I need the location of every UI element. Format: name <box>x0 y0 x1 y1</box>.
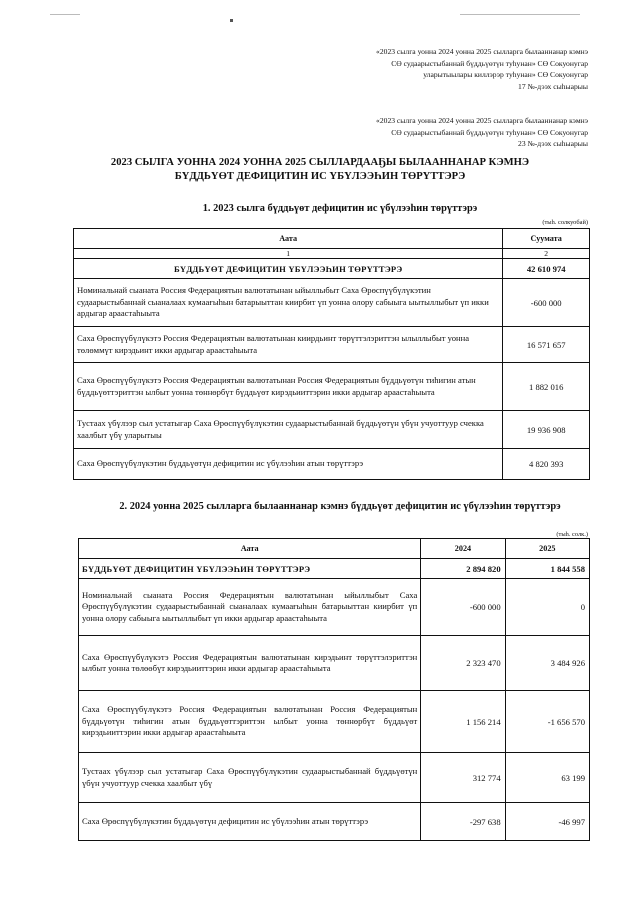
annex-line: СӨ судаарыстыбаннай бүддьүөтүн туһунан» СӨ Сокуонугар <box>391 58 588 68</box>
table-row <box>79 803 590 841</box>
title-line: 2023 СЫЛГА УОННА 2024 УОННА 2025 СЫЛЛАРДААҔЫ БЫЛААННАНАР КЭМНЭ <box>110 157 530 168</box>
row-name: Тустаах үбүлээр сыл устатыгар Саха Өрөспүүбүлүкэтин судаарыстыбаннай бүддьүөтүн үбүн учуоттуур счекка хаалбыт үбү <box>79 753 421 803</box>
annex-line: «2023 сылга уонна 2024 уонна 2025 сылларга былааннанар кэмнэ <box>376 116 588 125</box>
total-value-1: 2 894 820 <box>421 559 505 579</box>
table-row <box>74 363 590 411</box>
section-2-unit: (тыһ. солк.) <box>556 531 588 538</box>
row-value: 16 571 657 <box>503 327 590 363</box>
row-value: 19 936 908 <box>503 411 590 449</box>
table-row <box>74 327 590 363</box>
total-name: БҮДДЬҮӨТ ДЕФИЦИТИН ҮБҮЛЭЭҺИН ТӨРҮТТЭРЭ <box>74 259 503 279</box>
row-value-1: -600 000 <box>421 579 505 636</box>
row-name: Саха Өрөспүүбүлүкэтин бүддьүөтүн дефицитин ис үбүлээһин атын төрүттэрэ <box>74 449 503 480</box>
section-2-table <box>78 538 590 841</box>
row-value-2: 63 199 <box>505 753 589 803</box>
row-value-1: 2 323 470 <box>421 636 505 691</box>
row-value-2: 3 484 926 <box>505 636 589 691</box>
annex-line: 17 №-дээх сыһыарыы <box>518 81 588 91</box>
title-line: БҮДДЬҮӨТ ДЕФИЦИТИН ИС ҮБҮЛЭЭҺИН ТӨРҮТТЭРЭ <box>174 171 466 182</box>
row-name: Тустаах үбүлээр сыл устатыгар Саха Өрөспүүбүлүкэтин судаарыстыбаннай бүддьүөтүн үбүн учуоттуур счекка хаалбыт үбү уларытыы <box>74 411 503 449</box>
total-row <box>79 559 590 579</box>
row-name: Саха Өрөспүүбүлүкэтэ Россия Федерациятын валютатынан Россия Федерациятын бүддьүөтүн тиһигин атын бүддьүөттэриттэн ылбыт уонна төннөрбүт бүддьүөт кирэдьииттэрин икки ардыгар араастаһыыта <box>74 363 503 411</box>
row-name: Номинальнай сыаната Россия Федерациятын валютатынан ыйыллыбыт Саха Өрөспүүбүлүкэтин судаарыстыбаннай сыаналаах кумаағыһын батарыыттан киирбит үп уонна олору сабыыга ыытыллыбыт үп икки ардыгар араастаһыыта <box>74 279 503 327</box>
document-title <box>0 156 640 184</box>
annex-line: СӨ судаарыстыбаннай бүддьүөтүн туһунан» СӨ Сокуонугар <box>391 127 588 137</box>
row-name: Саха Өрөспүүбүлүкэтэ Россия Федерациятын валютатынан Россия Федерациятын бүддьүөтүн тиһигин атын бүддьүөттэриттэн ылбыт уонна төннөрбүт бүддьүөт кирэдьииттэрин икки ардыгар араастаһыыта <box>79 691 421 753</box>
row-value: 1 882 016 <box>503 363 590 411</box>
annex-line: «2023 сылга уонна 2024 уонна 2025 сылларга былааннанар кэмнэ <box>376 47 588 56</box>
column-number: 2 <box>503 249 590 259</box>
row-name: Номинальнай сыаната Россия Федерациятын валютатынан ыйыллыбыт Саха Өрөспүүбүлүкэтин судаарыстыбаннай сыаналаах кумаағыһын батарыыттан киирбит үп уонна олору сабыыга ыытыллыбыт үп икки ардыгар араастаһыыта <box>79 579 421 636</box>
row-value-1: -297 638 <box>421 803 505 841</box>
row-value: 4 820 393 <box>503 449 590 480</box>
row-value-2: -46 997 <box>505 803 589 841</box>
table-row <box>79 691 590 753</box>
column-numbers-row <box>74 249 590 259</box>
annex-note-2 <box>376 115 588 150</box>
row-value-1: 1 156 214 <box>421 691 505 753</box>
annex-line: уларытыылары киллэрэр туһунан» СӨ Сокуонугар <box>423 70 588 80</box>
total-name: БҮДДЬҮӨТ ДЕФИЦИТИН ҮБҮЛЭЭҺИН ТӨРҮТТЭРЭ <box>79 559 421 579</box>
section-1-table <box>73 228 590 480</box>
table-row <box>74 279 590 327</box>
section-1-unit: (тыһ. солкуобай) <box>542 219 588 226</box>
table-row <box>79 753 590 803</box>
header-name: Аата <box>74 229 503 249</box>
header-name: Аата <box>79 539 421 559</box>
scan-mark <box>50 14 80 15</box>
table-row <box>79 579 590 636</box>
header-sum: Суумата <box>503 229 590 249</box>
total-value-2: 1 844 558 <box>505 559 589 579</box>
row-value-1: 312 774 <box>421 753 505 803</box>
annex-line: 23 №-дээх сыһыарыы <box>518 139 588 149</box>
scan-mark <box>230 19 233 22</box>
column-number: 1 <box>74 249 503 259</box>
header-year-1: 2024 <box>421 539 505 559</box>
row-value-2: -1 656 570 <box>505 691 589 753</box>
table-row <box>74 449 590 480</box>
total-row <box>74 259 590 279</box>
table-row <box>79 636 590 691</box>
table-row <box>74 411 590 449</box>
header-year-2: 2025 <box>505 539 589 559</box>
scan-mark <box>460 14 580 15</box>
row-name: Саха Өрөспүүбүлүкэтэ Россия Федерациятын валютатынан кирэдьинт төрүттэлэриттэн ылбыт уонна төлөөбүт кирэдьииттэрин икки ардыгар араастаһыыта <box>79 636 421 691</box>
section-1-title: 1. 2023 сылга бүддьүөт дефицитин ис үбүлээһин төрүттэрэ <box>202 203 478 214</box>
total-value: 42 610 974 <box>503 259 590 279</box>
annex-note-1 <box>376 46 588 92</box>
row-name: Саха Өрөспүүбүлүкэтэ Россия Федерациятын валютатынан киирдьинт төрүттэлэриттэн ылыллыбыт уонна төлөммүт кирэдьинт икки ардыгар араастаһыыта <box>74 327 503 363</box>
table-header <box>74 229 590 249</box>
row-value-2: 0 <box>505 579 589 636</box>
section-2-title: 2. 2024 уонна 2025 сылларга былааннанар кэмнэ бүддьүөт дефицитин ис үбүлээһин төрүттэрэ <box>119 501 561 512</box>
row-name: Саха Өрөспүүбүлүкэтин бүддьүөтүн дефицитин ис үбүлээһин атын төрүттэрэ <box>79 803 421 841</box>
row-value: -600 000 <box>503 279 590 327</box>
table-header <box>79 539 590 559</box>
